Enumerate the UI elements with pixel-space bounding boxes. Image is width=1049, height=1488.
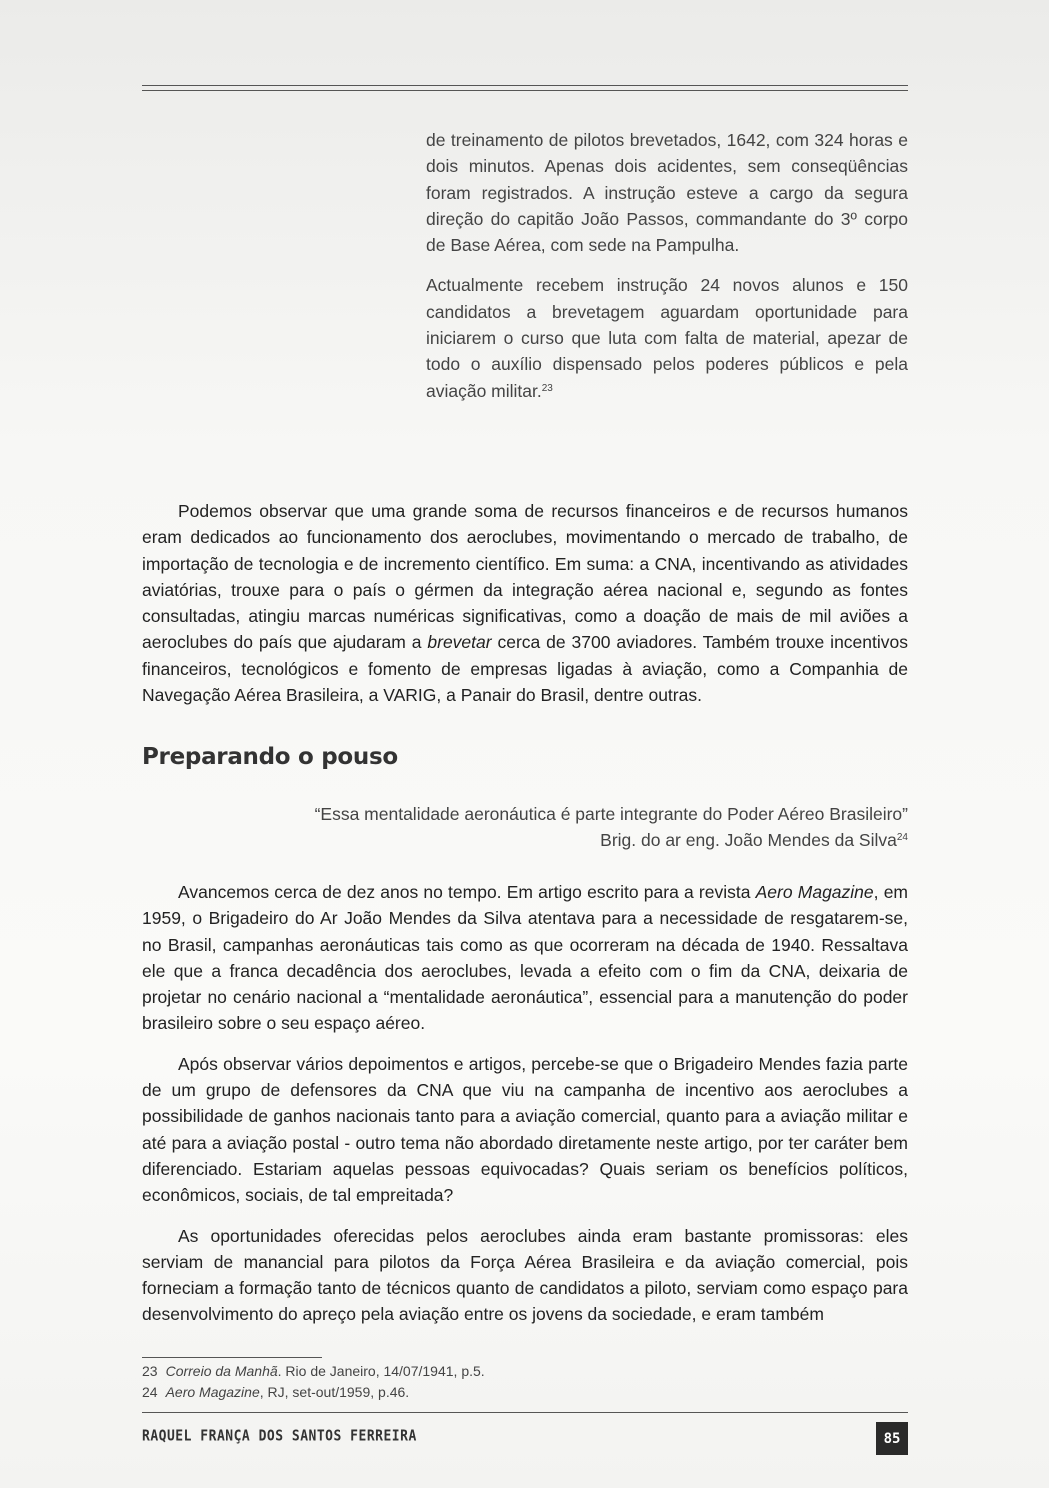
- body-paragraph-1-text-a: Podemos observar que uma grande soma de recursos financeiros e de recursos humanos eram dedicados ao funcionamento dos aeroclubes, movimentando o mercado de trabalho, de importação de tecnologia e de incremento científico. Em suma: a CNA, incentivando as atividades aviatórias, trouxe para o país o gérmen da integração aérea nacional e, segundo as fontes consultadas, atingiu marcas numéricas significativas, como a doação de mais de mil aviões a aeroclubes do país que ajudaram a: [142, 501, 908, 653]
- body-paragraph-2-text-b: , em 1959, o Brigadeiro do Ar João Mendes da Silva atentava para a necessidade de resgatarem-se, no Brasil, campanhas aeronáuticas tais como as que ocorreram na década de 1940. Ressaltava ele que a franca decadência dos aeroclubes, levada a efeito com o fim da CNA, deixaria de projetar no cenário nacional a “mentalidade aeronáutica”, essencial para a manutenção do poder brasileiro sobre o seu espaço aéreo.: [142, 882, 909, 1034]
- body-paragraph-1-text-b: cerca de 3700 aviadores. Também trouxe incentivos financeiros, tecnológicos e fomento de empresas ligadas à aviação, como a Companhia de Navegação Aérea Brasileira, a VARIG, a Panair do Brasil, dentre outras.: [142, 632, 908, 706]
- quote-paragraph-2-text: Actualmente recebem instrução 24 novos alunos e 150 candidatos a brevetagem aguardam oportunidade para iniciarem o curso que luta com falta de material, apezar de todo o auxílio dispensado pelos poderes públicos e pela aviação militar.: [426, 275, 908, 401]
- footnote-number: 23: [142, 1363, 158, 1379]
- quote-paragraph-1: de treinamento de pilotos brevetados, 1642, com 324 horas e dois minutos. Apenas dois acidentes, sem conseqüências foram registrados. A instrução esteve a cargo da segura direção do capitão João Passos, commandante do 3º corpo de Base Aérea, com sede na Pampulha.: [426, 130, 908, 256]
- body-paragraph-1: [142, 498, 908, 708]
- footnote-item: [142, 1382, 908, 1403]
- footnote-number: 24: [142, 1384, 158, 1400]
- running-footer-author: RAQUEL FRANÇA DOS SANTOS FERREIRA: [142, 1428, 417, 1446]
- body-paragraph-2-emphasis: Aero Magazine: [755, 882, 874, 902]
- body-paragraph-2: [142, 879, 908, 1037]
- footnotes: [142, 1361, 908, 1403]
- footnote-ref-23[interactable]: 23: [541, 382, 553, 394]
- footnote-source: Aero Magazine: [165, 1384, 260, 1400]
- body-paragraph-3: Após observar vários depoimentos e artigos, percebe-se que o Brigadeiro Mendes fazia parte de um grupo de defensores da CNA que viu na campanha de incentivo aos aeroclubes a possibilidade de ganhos nacionais tanto para a aviação comercial, quanto para a aviação militar e até para a aviação postal - outro tema não abordado diretamente neste artigo, por ter caráter bem diferenciado. Estariam aquelas pessoas equivocadas? Quais seriam os benefícios políticos, econômicos, sociais, de tal empreitada?: [142, 1053, 908, 1206]
- footnote-item: [142, 1361, 908, 1382]
- body-section: [142, 879, 908, 1342]
- body-paragraph-2-text-a: Avancemos cerca de dez anos no tempo. Em artigo escrito para a revista: [178, 882, 756, 902]
- epigraph-author: Brig. do ar eng. João Mendes da Silva: [600, 830, 897, 851]
- footnote-details: . Rio de Janeiro, 14/07/1941, p.5.: [277, 1363, 485, 1379]
- header-double-rule: [142, 85, 908, 91]
- quote-paragraph-2: [426, 272, 908, 403]
- body-paragraph-1-emphasis: brevetar: [427, 632, 492, 653]
- footnote-ref-24[interactable]: 24: [896, 832, 908, 844]
- footnote-source: Correio da Manhã: [165, 1363, 278, 1379]
- epigraph-attribution: [142, 827, 908, 853]
- block-quotation: [426, 127, 908, 418]
- body-paragraph-4: As oportunidades oferecidas pelos aeroclubes ainda eram bastante promissoras: eles serviam de manancial para pilotos da Força Aérea Brasileira e da aviação comercial, pois forneciam a formação tanto de técnicos quanto de candidatos a piloto, serviam como espaço para desenvolvimento do apreço pela aviação entre os jovens da sociedade, e eram também: [142, 1225, 908, 1325]
- section-heading: Preparando o pouso: [142, 744, 398, 770]
- epigraph: [142, 801, 908, 854]
- footer-rule: [142, 1412, 908, 1413]
- footnote-separator: [142, 1357, 322, 1358]
- footnote-details: , RJ, set-out/1959, p.46.: [259, 1384, 410, 1400]
- page-number: 85: [876, 1422, 908, 1455]
- epigraph-quote: “Essa mentalidade aeronáutica é parte integrante do Poder Aéreo Brasileiro”: [314, 804, 908, 824]
